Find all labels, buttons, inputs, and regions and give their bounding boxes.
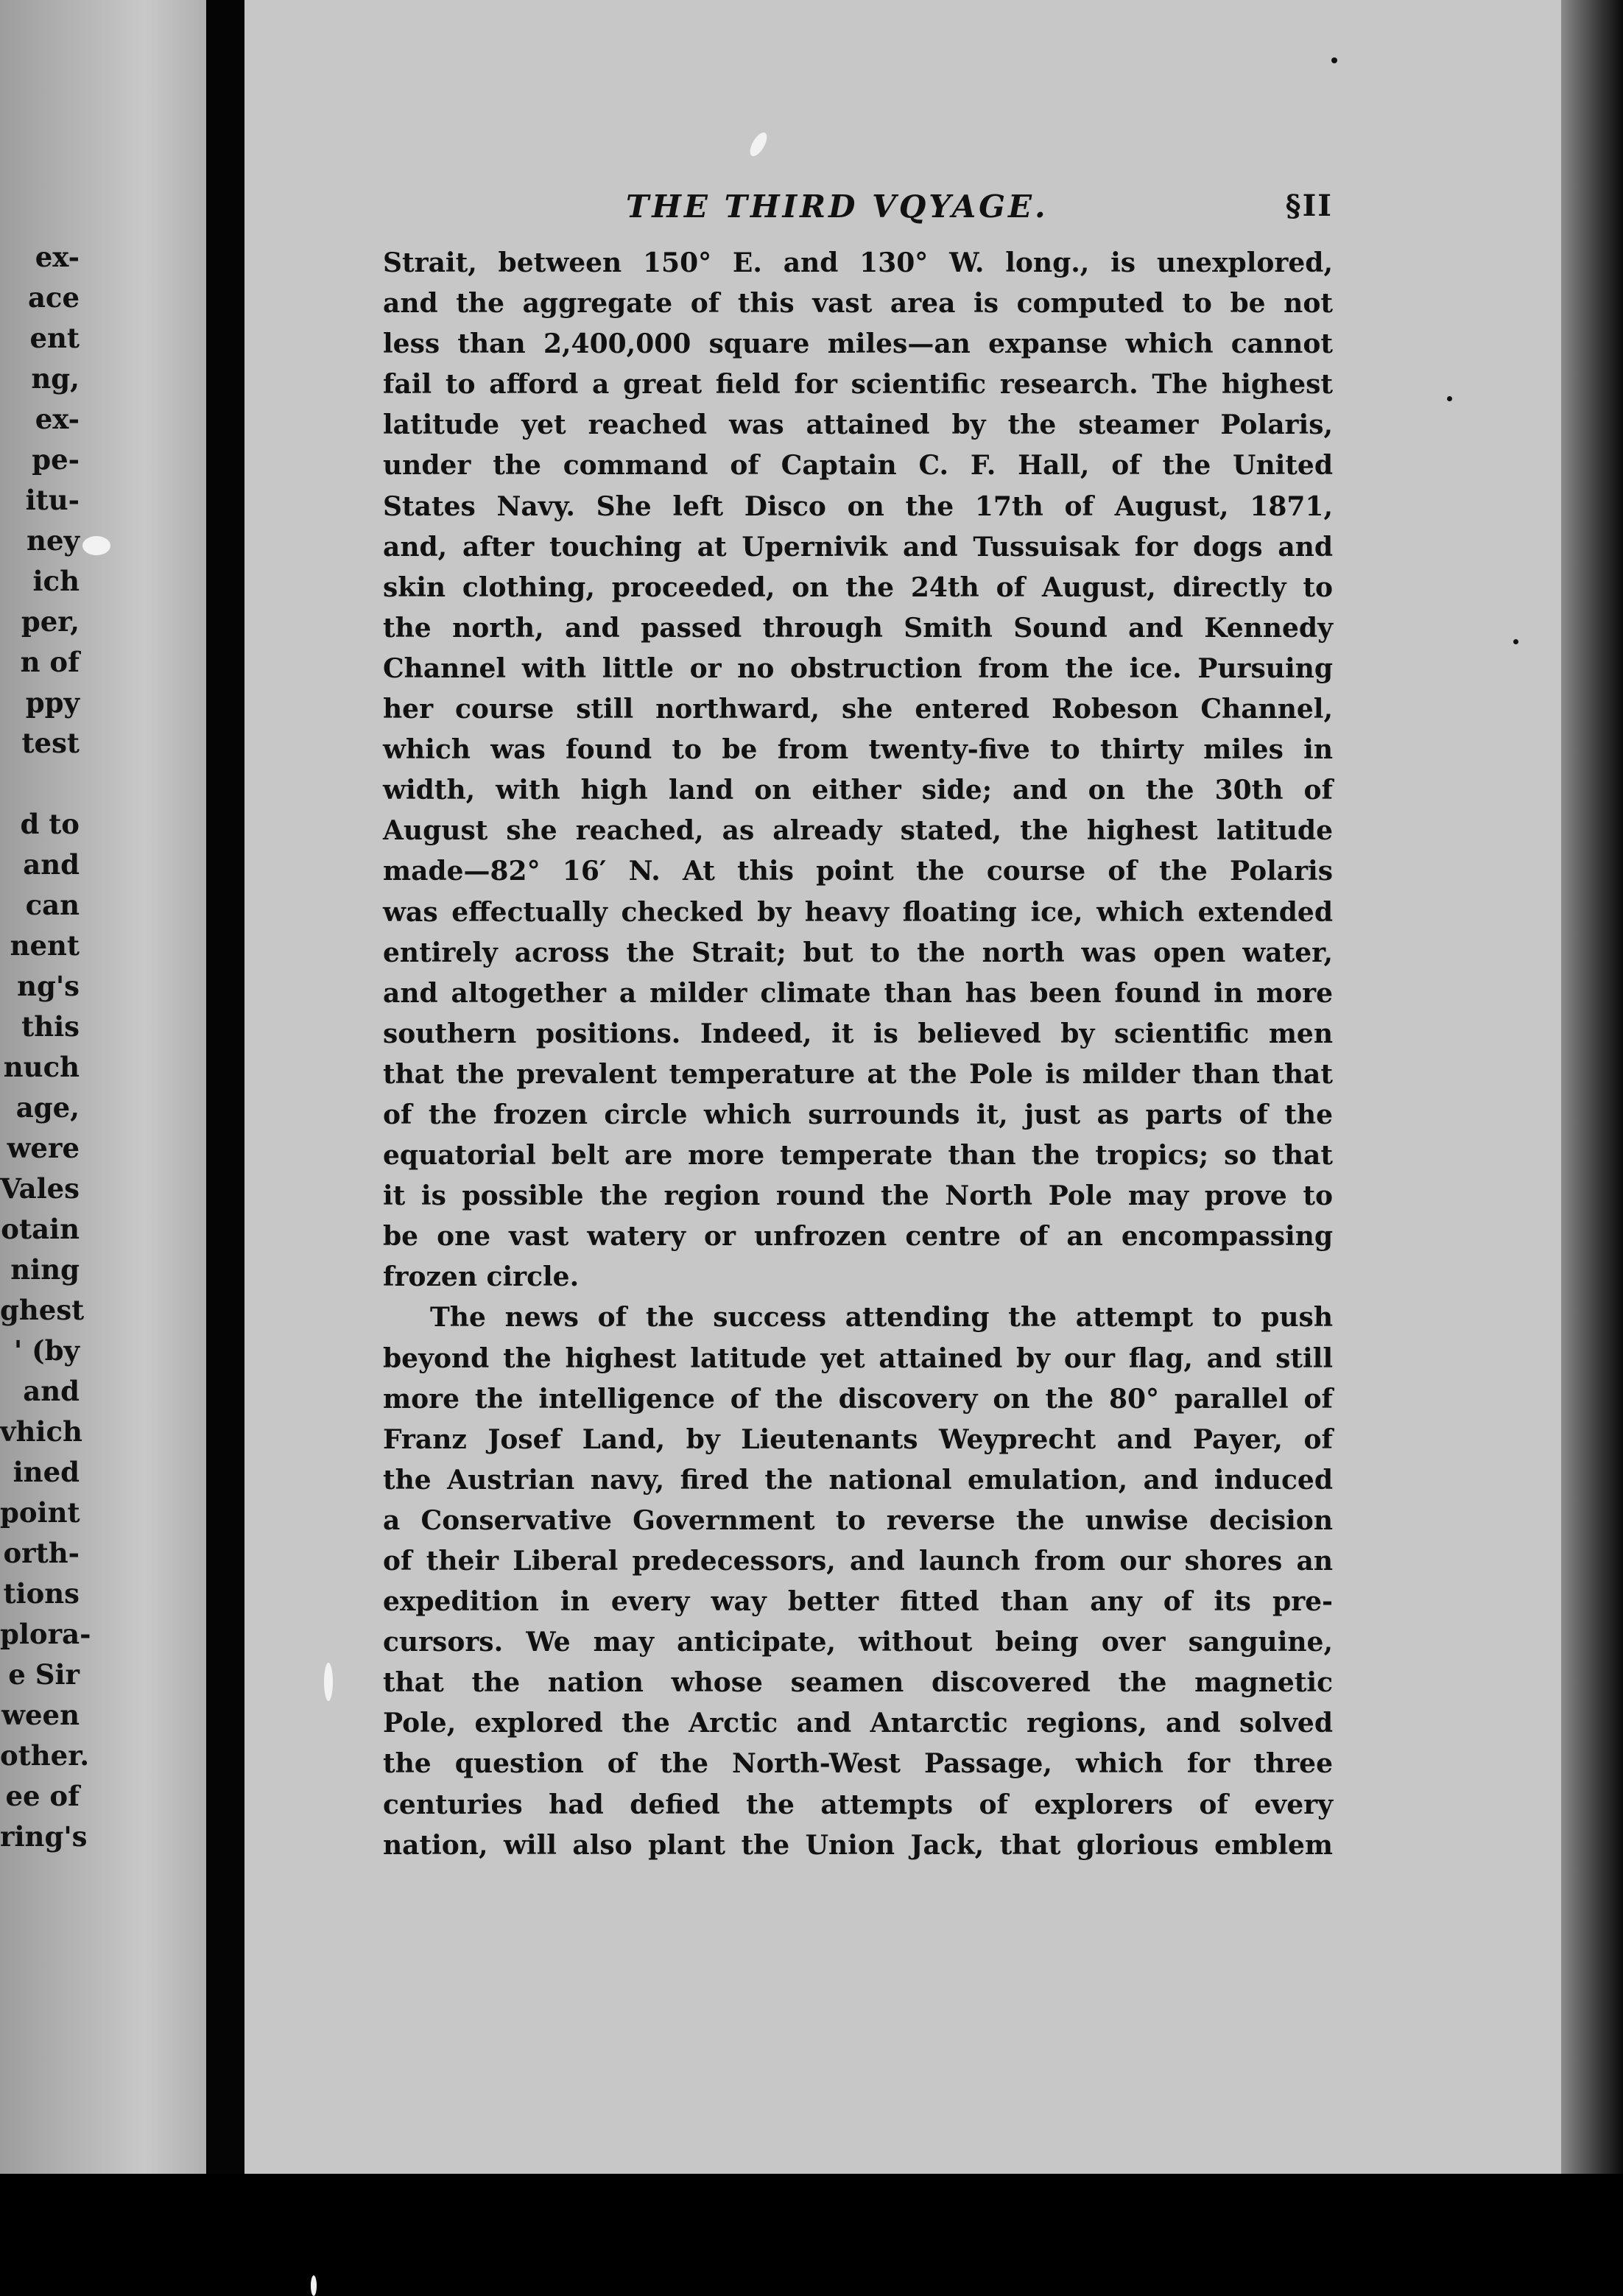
text-line: expedition in every way better fitted than any of its pre- bbox=[383, 1586, 1333, 1618]
left-page-fragment: n of bbox=[20, 646, 80, 678]
left-page-fragment: ex- bbox=[35, 241, 80, 273]
running-head-title: THE THIRD VQYAGE. bbox=[626, 189, 1049, 225]
text-line: Pole, explored the Arctic and Antarctic regions, and solved bbox=[383, 1708, 1333, 1739]
text-line: the question of the North-West Passage, which for three bbox=[383, 1748, 1333, 1780]
left-page-fragment: plora- bbox=[0, 1618, 91, 1650]
text-line: which was found to be from twenty-five to thirty miles in bbox=[383, 734, 1333, 766]
left-page-fragment: itu- bbox=[25, 484, 80, 516]
text-line: August she reached, as already stated, the highest latitude bbox=[383, 815, 1333, 847]
paper-speck bbox=[311, 2275, 317, 2296]
left-page-fragment: ghest bbox=[0, 1294, 85, 1326]
ink-dot bbox=[1513, 639, 1518, 644]
text-line: Franz Josef Land, by Lieutenants Weyprecht and Payer, of bbox=[383, 1423, 1333, 1455]
left-page-fragment: test bbox=[21, 727, 80, 759]
left-page-edge bbox=[0, 0, 206, 2174]
ink-dot bbox=[1447, 396, 1452, 401]
left-page-fragment bbox=[0, 764, 80, 804]
text-line: of their Liberal predecessors, and launch from our shores an bbox=[383, 1546, 1333, 1577]
left-page-fragment: orth- bbox=[3, 1537, 80, 1569]
left-page-fragment: tions bbox=[3, 1577, 80, 1610]
text-line: was effectually checked by heavy floating ice, which extended bbox=[383, 896, 1333, 928]
left-page-fragment: Vales bbox=[0, 1172, 80, 1205]
text-line: less than 2,400,000 square miles—an expanse which cannot bbox=[383, 328, 1333, 360]
left-page-fragment: other. bbox=[0, 1739, 90, 1772]
text-line: cursors. We may anticipate, without being over sanguine, bbox=[383, 1627, 1333, 1658]
left-page-fragment: ' (by bbox=[13, 1334, 80, 1367]
left-page-fragment: this bbox=[21, 1010, 80, 1043]
text-line: made—82° 16′ N. At this point the course of the Polaris bbox=[383, 856, 1333, 887]
text-line: centuries had defied the attempts of explorers of every bbox=[383, 1789, 1333, 1820]
body-text bbox=[383, 243, 1333, 1866]
paper-speck bbox=[82, 536, 110, 555]
text-line: States Navy. She left Disco on the 17th of August, 1871, bbox=[383, 490, 1333, 522]
left-page-fragment: nent bbox=[10, 929, 80, 962]
text-line: latitude yet reached was attained by the steamer Polaris, bbox=[383, 409, 1333, 441]
text-line: width, with high land on either side; and on the 30th of bbox=[383, 775, 1333, 806]
text-line: and the aggregate of this vast area is computed to be not bbox=[383, 288, 1333, 320]
paper-speck bbox=[324, 1663, 333, 1701]
text-line: be one vast watery or unfrozen centre of an encompassing bbox=[383, 1221, 1333, 1253]
text-line: fail to afford a great field for scientific research. The highest bbox=[383, 369, 1333, 401]
text-line: more the intelligence of the discovery on the 80° parallel of bbox=[383, 1383, 1333, 1415]
text-line: frozen circle. bbox=[383, 1261, 580, 1293]
text-line: the north, and passed through Smith Sound and Kennedy bbox=[383, 612, 1333, 644]
running-head bbox=[383, 184, 1333, 236]
left-page-fragment: age, bbox=[15, 1091, 80, 1124]
text-line: her course still northward, she entered Robeson Channel, bbox=[383, 694, 1333, 725]
left-page-fragment: ring's bbox=[0, 1820, 88, 1853]
left-page-fragment: ace bbox=[27, 281, 80, 314]
book-gutter bbox=[206, 0, 244, 2174]
left-page-fragment: otain bbox=[1, 1213, 80, 1245]
left-page-fragment: pe- bbox=[32, 443, 80, 476]
text-line: that the prevalent temperature at the Pole is milder than that bbox=[383, 1058, 1333, 1090]
left-page-fragment: and bbox=[23, 1375, 80, 1407]
text-line: beyond the highest latitude yet attained by our flag, and still bbox=[383, 1342, 1333, 1374]
left-page-fragment: per, bbox=[21, 605, 80, 638]
left-page-fragment: e Sir bbox=[8, 1658, 80, 1691]
text-line: and, after touching at Upernivik and Tussuisak for dogs and bbox=[383, 531, 1333, 563]
left-page-fragment: ined bbox=[13, 1456, 80, 1488]
paragraph bbox=[383, 243, 1333, 1297]
left-page-fragment: can bbox=[25, 889, 80, 921]
text-line: The news of the success attending the attempt to push bbox=[430, 1302, 1333, 1334]
left-page-fragment: and bbox=[23, 848, 80, 881]
left-page-fragment: ng's bbox=[17, 970, 80, 1002]
left-page-fragment: d to bbox=[20, 808, 80, 840]
left-page-fragment: ppy bbox=[25, 686, 80, 719]
text-line: entirely across the Strait; but to the north was open water, bbox=[383, 937, 1333, 968]
left-page-fragment: ee of bbox=[5, 1780, 80, 1812]
text-line: a Conservative Government to reverse the unwise decision bbox=[383, 1504, 1333, 1536]
text-line: the Austrian navy, fired the national emulation, and induced bbox=[383, 1464, 1333, 1496]
left-page-text-fragments bbox=[0, 237, 91, 1857]
text-line: that the nation whose seamen discovered the magnetic bbox=[383, 1667, 1333, 1699]
left-page-fragment: were bbox=[7, 1132, 80, 1164]
left-page-fragment: ex- bbox=[35, 403, 80, 435]
left-page-fragment: nuch bbox=[3, 1051, 80, 1083]
page-number: §II bbox=[1285, 189, 1333, 223]
paragraph bbox=[383, 1297, 1333, 1865]
text-line: Channel with little or no obstruction from the ice. Pursuing bbox=[383, 652, 1333, 684]
left-page-fragment: ng, bbox=[31, 362, 80, 395]
left-page-fragment: ich bbox=[32, 565, 80, 597]
text-line: Strait, between 150° E. and 130° W. long., is unexplored, bbox=[383, 247, 1333, 278]
right-page-edge-shadow bbox=[1561, 0, 1623, 2174]
left-page-fragment: point bbox=[0, 1496, 80, 1529]
text-line: southern positions. Indeed, it is believed by scientific men bbox=[383, 1018, 1333, 1049]
text-line: skin clothing, proceeded, on the 24th of August, directly to bbox=[383, 571, 1333, 603]
ink-dot bbox=[1331, 57, 1337, 63]
left-page-fragment: ent bbox=[29, 322, 80, 354]
left-page-fragment: vhich bbox=[0, 1415, 82, 1448]
left-page-fragment: ween bbox=[1, 1699, 80, 1731]
text-line: it is possible the region round the North Pole may prove to bbox=[383, 1180, 1333, 1212]
text-line: of the frozen circle which surrounds it, just as parts of the bbox=[383, 1099, 1333, 1130]
left-page-fragment: ning bbox=[10, 1253, 80, 1286]
text-line: and altogether a milder climate than has been found in more bbox=[383, 977, 1333, 1009]
text-line: equatorial belt are more temperate than the tropics; so that bbox=[383, 1140, 1333, 1172]
left-page-fragment: ney bbox=[27, 524, 80, 557]
text-line: under the command of Captain C. F. Hall, of the United bbox=[383, 450, 1333, 482]
text-line: nation, will also plant the Union Jack, that glorious emblem bbox=[383, 1829, 1333, 1861]
